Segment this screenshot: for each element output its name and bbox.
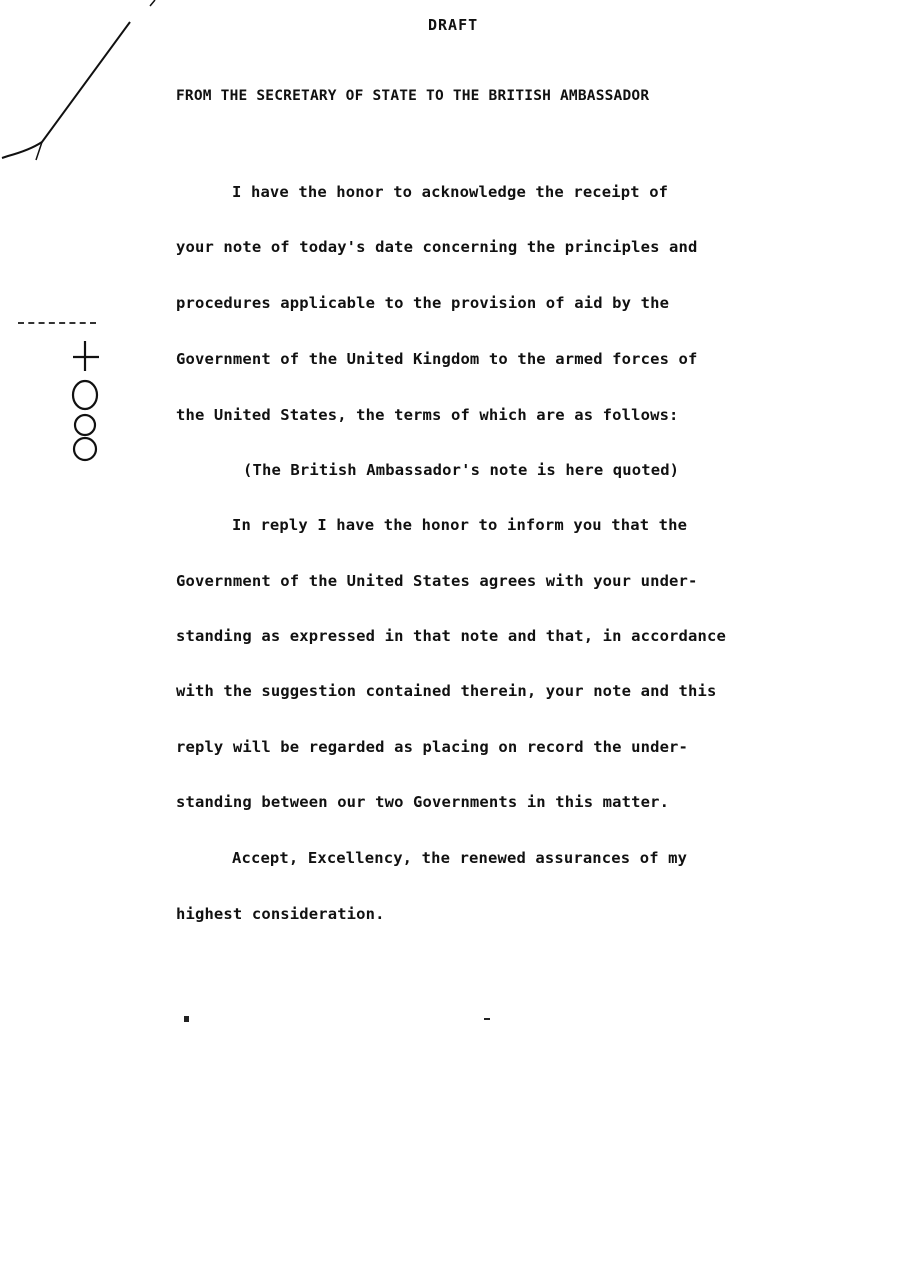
pen-stroke [2,0,155,160]
paragraph-line: I have the honor to acknowledge the receipt of [232,183,669,201]
draft-label: DRAFT [428,16,479,34]
margin-dashes [18,322,96,324]
paragraph-line: reply will be regarded as placing on record the under- [176,738,689,756]
paragraph-line: your note of today's date concerning the principles and [176,238,698,256]
handwritten-80-plus-mark [73,341,99,460]
paragraph-line: the United States, the terms of which are as follows: [176,406,679,424]
paragraph-line: standing as expressed in that note and that, in accordance [176,627,726,645]
closing-line: highest consideration. [176,905,385,923]
ink-speck [484,1018,490,1020]
paragraph-line: with the suggestion contained therein, your note and this [176,682,717,700]
ink-speck [184,1016,189,1022]
paragraph-line: Government of the United States agrees with your under- [176,572,698,590]
closing-line: Accept, Excellency, the renewed assurances of my [232,849,688,867]
paragraph-line: procedures applicable to the provision of aid by the [176,294,670,312]
paragraph-line: standing between our two Governments in this matter. [176,793,670,811]
quoted-note-line: (The British Ambassador's note is here quoted) [243,461,680,479]
paragraph-line: Government of the United Kingdom to the armed forces of [176,350,698,368]
document-heading: FROM THE SECRETARY OF STATE TO THE BRITISH AMBASSADOR [176,88,650,104]
paragraph-line: In reply I have the honor to inform you that the [232,516,688,534]
